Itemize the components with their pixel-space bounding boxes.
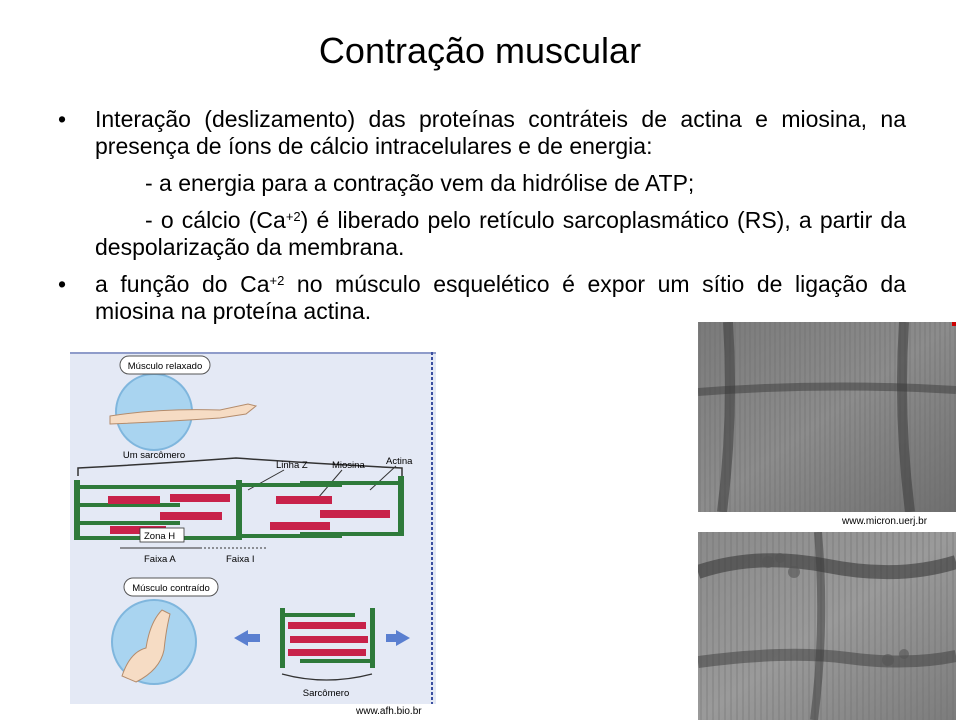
actin-filament bbox=[300, 481, 398, 485]
z-line-contracted-right bbox=[370, 608, 375, 668]
vesicle bbox=[788, 566, 800, 578]
sub-2-superscript: +2 bbox=[285, 209, 301, 224]
bullet-dot: • bbox=[58, 271, 67, 297]
z-line-label: Linha Z bbox=[276, 460, 308, 471]
actin-filament bbox=[300, 532, 398, 536]
vesicle bbox=[762, 556, 774, 568]
bullet-1-sub-1 bbox=[95, 170, 906, 197]
one-sarcomere-label: Um sarcômero bbox=[122, 450, 186, 461]
micrograph-top bbox=[698, 322, 956, 512]
relaxed-label: Músculo relaxado bbox=[127, 361, 203, 372]
vesicle bbox=[899, 649, 909, 659]
sub-2-after: ) é liberado pelo retículo sarcoplasmático (RS), a partir da despolarização da membrana. bbox=[95, 207, 906, 260]
z-line-left bbox=[74, 480, 80, 540]
bullet-2-superscript: +2 bbox=[269, 273, 285, 288]
bullet-dot: • bbox=[58, 106, 67, 132]
sub-2-before: - o cálcio (Ca bbox=[145, 207, 286, 233]
sarcomere-label: Sarcômero bbox=[302, 688, 350, 699]
actin-label: Actina bbox=[386, 456, 413, 467]
vesicle bbox=[775, 553, 785, 563]
bullet-2-after: no músculo esquelético é expor um sítio de ligação da miosina na proteína actina. bbox=[95, 271, 906, 324]
h-zone-label: Zona H bbox=[144, 531, 176, 542]
afh-credit: www.afh.bio.br bbox=[356, 706, 422, 717]
myosin-filament bbox=[276, 496, 332, 504]
micrograph-striations bbox=[698, 322, 956, 512]
micron-credit: www.micron.uerj.br bbox=[842, 516, 928, 527]
micrograph-bottom bbox=[698, 532, 956, 720]
myosin-label: Miosina bbox=[332, 460, 365, 471]
z-line-middle bbox=[236, 480, 242, 540]
i-band-label: Faixa I bbox=[226, 554, 255, 565]
myosin-filament bbox=[288, 622, 366, 629]
myosin-filament bbox=[108, 496, 160, 504]
bullet-1-sub-2 bbox=[95, 207, 906, 261]
myosin-filament bbox=[320, 510, 390, 518]
bullet-item-1 bbox=[58, 106, 906, 261]
myosin-filament bbox=[290, 636, 368, 643]
mitochondria-band bbox=[698, 655, 956, 662]
myosin-filament bbox=[270, 522, 330, 530]
myosin-filament bbox=[160, 512, 222, 520]
myosin-filament bbox=[288, 649, 366, 656]
myosin-filament bbox=[170, 494, 230, 502]
z-line-contracted-left bbox=[280, 608, 285, 668]
actin-filament bbox=[132, 485, 236, 489]
actin-filament bbox=[300, 659, 370, 663]
bullet-item-2 bbox=[58, 271, 906, 325]
corner-mark bbox=[952, 322, 956, 326]
bullet-2-before: a função do Ca bbox=[95, 271, 270, 297]
actin-filament bbox=[80, 521, 180, 525]
bullet-list bbox=[58, 106, 906, 335]
actin-filament bbox=[285, 613, 355, 617]
slide-title: Contração muscular bbox=[318, 30, 642, 71]
z-line-right bbox=[398, 476, 404, 536]
sarcomere-figure bbox=[70, 352, 436, 704]
vesicle bbox=[882, 654, 894, 666]
contracted-label: Músculo contraído bbox=[132, 583, 210, 594]
bullet-2-text bbox=[95, 271, 906, 325]
sub-1-text: - a energia para a contração vem da hidrólise de ATP; bbox=[145, 170, 695, 196]
bullet-1-text: Interação (deslizamento) das proteínas contráteis de actina e miosina, na presença de íons de cálcio intracelulares e de energia: bbox=[95, 106, 906, 159]
a-band-label: Faixa A bbox=[144, 554, 176, 565]
